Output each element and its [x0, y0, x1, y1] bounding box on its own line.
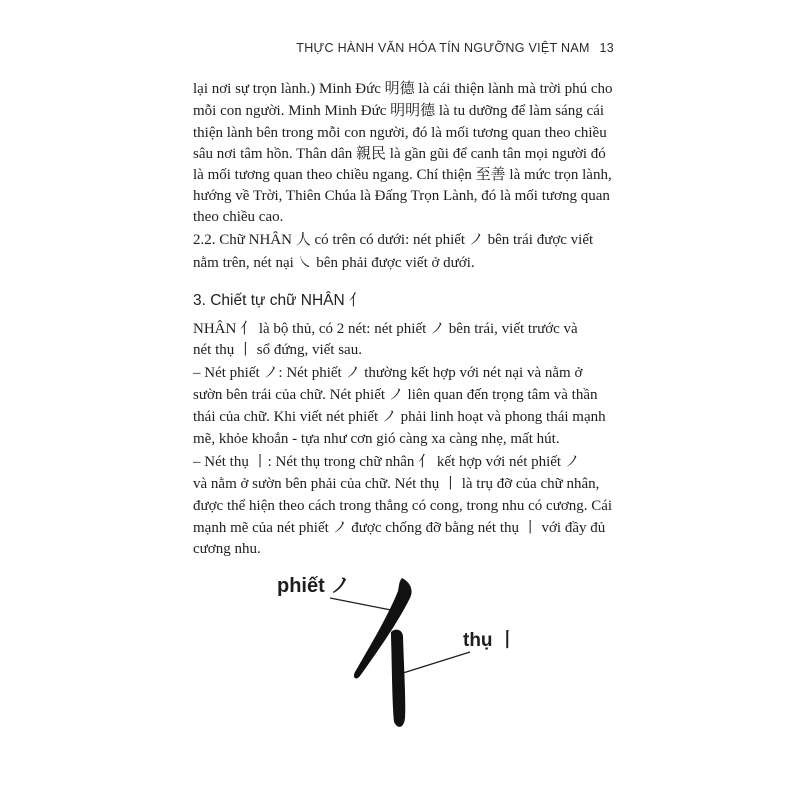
body-line-6: hướng về Trời, Thiên Chúa là Đấng Trọn Lành, đó là mối tương quan — [193, 188, 610, 204]
body-line-20: cương nhu. — [193, 541, 261, 557]
body-line-9: nằm trên, nét nại ㇏ bên phải được viết ở dưới. — [193, 255, 475, 271]
body-line-1: lại nơi sự trọn lành.) Minh Đức 明德 là cái thiện lành mà trời phú cho — [193, 81, 613, 97]
page-number: 13 — [599, 41, 614, 55]
body-line-14: thái của chữ. Khi viết nét phiết ノ phải linh hoạt và phong thái mạnh — [193, 409, 606, 425]
body-line-7: theo chiều cao. — [193, 209, 284, 225]
thu-label: thụ 丨 — [463, 630, 517, 651]
thu-leader-line — [403, 652, 470, 673]
body-line-18: được thể hiện theo cách trong thẳng có cong, trong nhu có cương. Cái — [193, 498, 613, 514]
body-line-3: thiện lành bên trong mỗi con người, đó là mối tương quan theo chiều — [193, 125, 607, 141]
body-line-13: sườn bên trái của chữ. Nét phiết ノ liên quan đến trọng tâm và thần — [193, 387, 598, 403]
thu-stroke — [391, 630, 405, 727]
body-line-10: NHÂN 亻 là bộ thủ, có 2 nét: nét phiết ノ bên trái, viết trước và — [193, 321, 578, 337]
book-title: THỰC HÀNH VĂN HÓA TÍN NGƯỠNG VIỆT NAM — [296, 41, 590, 55]
body-line-11: nét thụ 丨 sổ đứng, viết sau. — [193, 342, 362, 358]
body-line-17: và nằm ở sườn bên phải của chữ. Nét thụ 丨 là trụ đỡ của chữ nhân, — [193, 476, 600, 492]
body-line-5: là mối tương quan theo chiều ngang. Chí thiện 至善 là mức trọn lành, — [193, 167, 612, 183]
phiet-label: phiết ノ — [277, 575, 351, 597]
section-heading: 3. Chiết tự chữ NHÂN 亻 — [193, 292, 365, 309]
body-line-15: mẽ, khỏe khoắn - tựa như cơn gió càng xa càng nhẹ, mất hút. — [193, 431, 560, 447]
body-line-8: 2.2. Chữ NHÂN 人 có trên có dưới: nét phiết ノ bên trái được viết — [193, 232, 594, 248]
body-line-12: – Nét phiết ノ: Nét phiết ノ thường kết hợp với nét nại và nằm ở — [193, 365, 583, 381]
body-line-16: – Nét thụ 丨: Nét thụ trong chữ nhân 亻 kết hợp với nét phiết ノ — [193, 454, 580, 470]
body-line-4: sâu nơi tâm hồn. Thân dân 親民 là gần gũi để canh tân mọi người đó — [193, 146, 606, 162]
body-line-19: mạnh mẽ của nét phiết ノ được chống đỡ bằng nét thụ 丨 với đầy đủ — [193, 520, 606, 536]
phiet-leader-line — [330, 598, 396, 611]
body-line-2: mỗi con người. Minh Minh Đức 明明德 là tu dưỡng để làm sáng cái — [193, 103, 605, 119]
